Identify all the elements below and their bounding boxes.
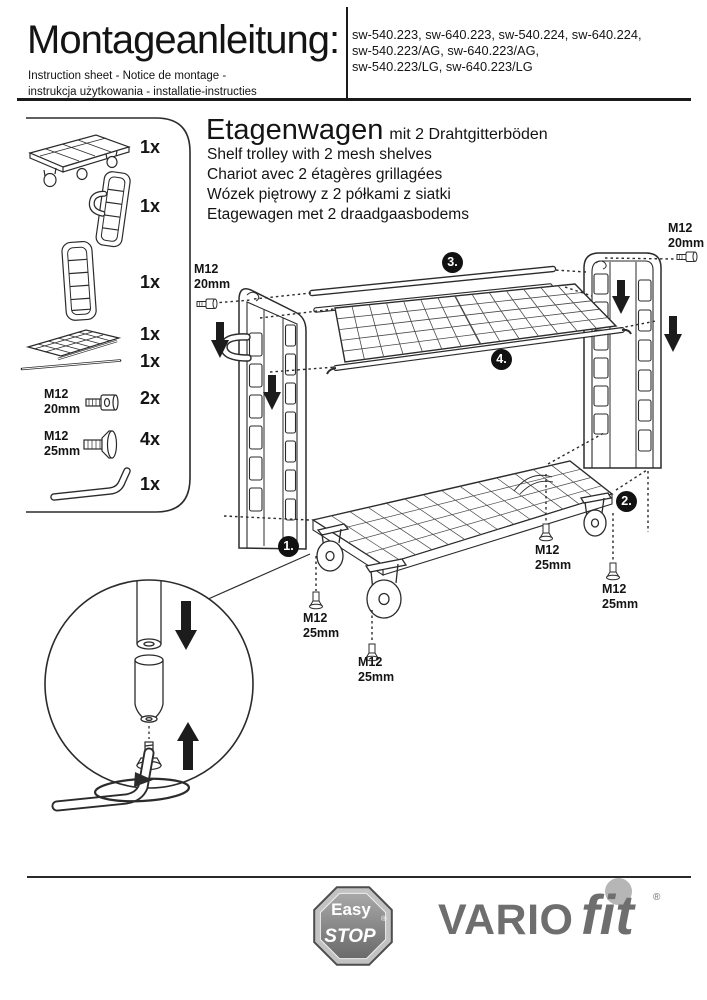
callout-step-1: 1. [278,536,299,557]
part-side-frame-icon [61,241,96,321]
part-rod-icon [22,361,120,370]
header-rule [17,98,691,101]
part-qty-shelf: 1x [140,324,161,344]
part-qty-bolt25: 4x [140,429,161,449]
product-codes [352,27,642,76]
translation-en: Shelf trolley with 2 mesh shelves [207,146,432,163]
caster-wheel-right [581,493,611,536]
screw-label-1: M12 25mm [303,611,340,640]
bolt-20mm-icon-right [677,252,697,262]
bolt-label-right: M12 20mm [668,221,705,250]
part-qty-frame-handle: 1x [140,196,161,216]
easystop-reg-mark: ® [381,914,387,923]
product-title [206,114,548,147]
spacer-sleeve [135,655,163,722]
part-side-frame-handle-icon [86,169,131,247]
part-qty-base: 1x [140,137,161,157]
product-title-suffix: mit 2 Drahtgitterböden [389,126,548,143]
translation-fr: Chariot avec 2 étagères grillagées [207,166,443,183]
screw-icon-4 [607,563,620,580]
part-qty-bolt20: 2x [140,388,161,408]
bolt-label-left: M12 20mm [194,262,231,291]
screw-label-3: M12 25mm [535,543,572,572]
easystop-text-top: Easy [331,900,371,919]
part-qty-rod: 1x [140,351,161,371]
easystop-logo [314,887,392,965]
screw-icon-1 [310,592,323,609]
part-label-bolt20: M12 20mm [44,387,81,416]
part-qty-allen-key: 1x [140,474,161,494]
screw-label-4: M12 25mm [602,582,639,611]
translation-pl: Wózek piętrowy z 2 półkami z siatki [207,186,451,203]
arrow-down-icon-4 [664,316,682,352]
variofit-reg-mark: ® [653,892,661,903]
product-title-main: Etagenwagen [206,114,384,146]
trolley-left-frame [224,289,306,549]
part-mesh-shelf-icon [28,330,119,359]
callout-step-3: 3. [442,252,463,273]
product-codes-line: sw-540.223, sw-640.223, sw-540.224, sw-640.224, [352,27,642,42]
easystop-text-bottom: STOP [324,926,376,947]
assembly-detail-circle [45,554,310,806]
translation-nl: Etagewagen met 2 draadgaasbodems [207,206,469,223]
callout-step-2: 2. [616,491,637,512]
product-codes-line: sw-540.223/AG, sw-640.223/AG, [352,43,540,59]
header-divider [346,7,348,98]
callout-step-4: 4. [491,349,512,370]
part-label-bolt25: M12 25mm [44,429,81,458]
screw-label-2: M12 25mm [358,655,395,684]
product-codes-line: sw-540.223/LG, sw-640.223/LG [352,59,533,75]
variofit-logo-italic: fit [581,883,634,946]
part-qty-frame: 1x [140,272,161,292]
bolt-20mm-icon-left [197,299,217,309]
part-bolt-20mm-icon [86,395,118,410]
document-title: Montageanleitung: [27,18,340,62]
screw-icon-3 [540,524,553,541]
variofit-logo-text: VARIO [438,896,574,944]
subtitle-pl-nl: instrukcja użytkowania - installatie-instructies [28,86,257,98]
footer-rule [27,876,691,878]
subtitle-en-fr: Instruction sheet - Notice de montage - [28,70,227,82]
part-bolt-25mm-icon [84,431,117,458]
part-allen-key-icon [54,471,127,497]
